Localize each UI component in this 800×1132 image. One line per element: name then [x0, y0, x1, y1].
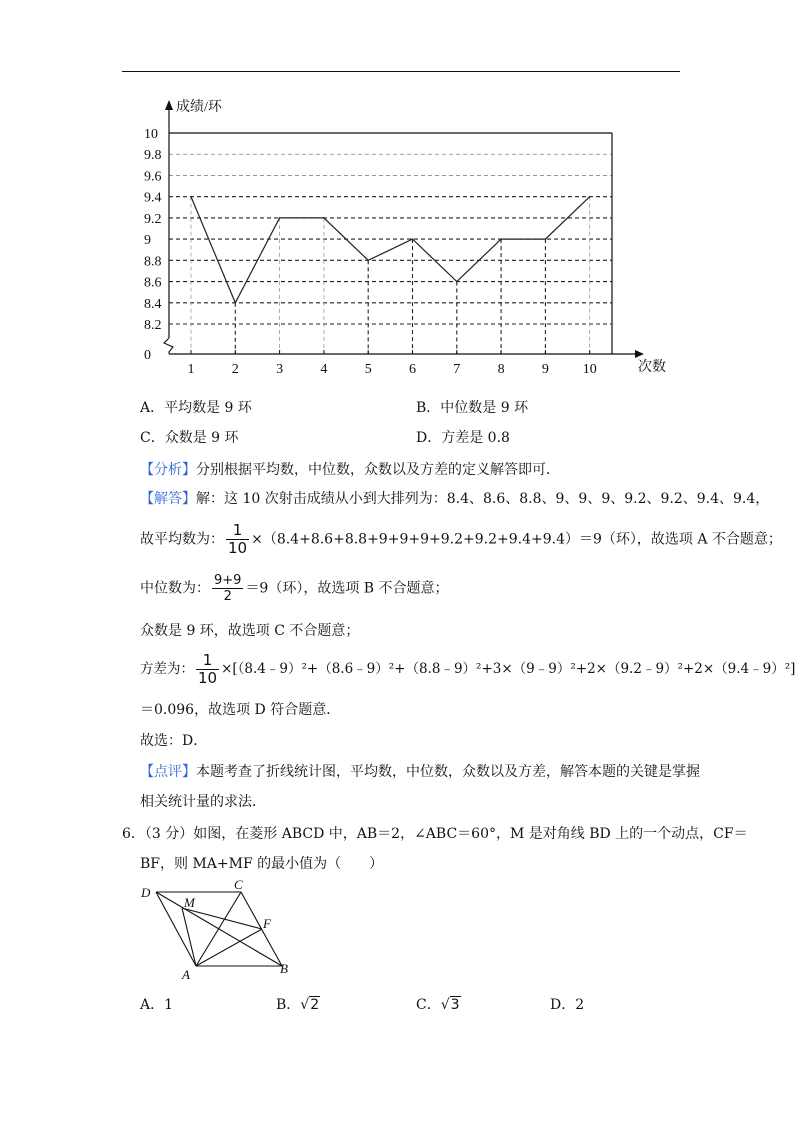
y-tick-label: 8.8 — [144, 254, 162, 270]
segment-mf — [182, 908, 262, 929]
y-tick-label: 9 — [144, 233, 151, 249]
label-a: A — [182, 967, 190, 982]
median-prefix: 中位数为： — [140, 580, 210, 597]
x-tick-label: 10 — [582, 362, 597, 377]
median-frac-num: 9+9 — [214, 573, 242, 588]
var-rest: ×[（8.4﹣9）²+（8.6﹣9）²+（8.8﹣9）²+3×（9﹣9）²+2×（9.2﹣9）²+2×（9.4﹣9）²] — [221, 661, 796, 677]
variance-line — [140, 652, 795, 687]
line-chart — [130, 90, 670, 380]
var-fraction — [196, 652, 219, 687]
answer-line — [140, 489, 769, 509]
mean-line — [140, 522, 782, 557]
label-b: B — [280, 961, 288, 976]
data-point — [545, 238, 547, 240]
analysis-line — [140, 460, 560, 480]
q6-option-b-radicand: 2 — [310, 997, 320, 1013]
x-axis-arrow — [635, 350, 644, 358]
q6-option-a: A．1 — [140, 997, 174, 1013]
y-tick-label: 10 — [144, 127, 158, 142]
data-point — [456, 281, 458, 283]
diagonal-ac — [196, 892, 241, 966]
analysis-tag: 【分析】 — [140, 462, 196, 478]
label-c: C — [234, 877, 243, 892]
mean-frac-den: 10 — [228, 539, 248, 557]
x-tick-label: 5 — [364, 362, 372, 377]
x-tick-label: 2 — [231, 362, 239, 377]
q6-line-2: BF，则 MA+MF 的最小值为（ ） — [140, 856, 384, 872]
var-frac-num: 1 — [202, 651, 213, 669]
median-line — [140, 573, 449, 604]
x-tick-label: 6 — [409, 362, 416, 377]
y-tick-label: 9.4 — [144, 190, 162, 206]
x-tick-label: 1 — [187, 362, 195, 377]
q6-option-b — [276, 995, 320, 1015]
option-d: D．方差是 0.8 — [416, 430, 510, 446]
label-m: M — [184, 895, 195, 910]
y-tick-label: 0 — [144, 348, 151, 363]
mean-frac-num: 1 — [232, 521, 243, 539]
sqrt-icon: √2 — [300, 997, 320, 1013]
x-tick-label: 9 — [541, 362, 549, 377]
answer-text: 解：这 10 次射击成绩从小到大排列为：8.4、8.6、8.8、9、9、9、9.2、9.2、9.4、9.4， — [196, 491, 770, 507]
analysis-text: 分别根据平均数，中位数，众数以及方差的定义解答即可． — [196, 462, 560, 478]
option-b: B．中位数是 9 环 — [416, 400, 529, 416]
series-line — [191, 197, 590, 303]
data-point — [367, 260, 369, 262]
var-frac-den: 10 — [198, 669, 218, 687]
mean-rest: ×（8.4+8.6+8.8+9+9+9+9.2+9.2+9.4+9.4）＝9（环），故选项 A 不合题意； — [251, 531, 782, 548]
data-point — [279, 217, 281, 219]
y-tick-label: 9.8 — [144, 148, 162, 164]
q6-line-1: 6．（3 分）如图，在菱形 ABCD 中，AB＝2，∠ABC＝60°，M 是对角线 BD 上的一个动点，CF＝ — [122, 826, 748, 842]
data-point — [589, 196, 591, 198]
option-c: C．众数是 9 环 — [140, 430, 239, 446]
option-a: A．平均数是 9 环 — [140, 400, 252, 416]
variance-result: ＝0.096，故选项 D 符合题意． — [140, 702, 341, 718]
x-tick-label: 8 — [497, 362, 505, 377]
q6-option-c-radicand: 3 — [450, 997, 460, 1013]
y-tick-label: 8.4 — [144, 296, 162, 312]
data-point — [500, 238, 502, 240]
axis-break — [164, 338, 173, 354]
y-axis-arrow — [165, 100, 173, 110]
mean-prefix: 故平均数为： — [140, 531, 224, 548]
y-tick-label: 9.6 — [144, 169, 162, 185]
median-fraction — [212, 573, 243, 604]
data-point — [323, 217, 325, 219]
y-tick-label: 8.2 — [144, 318, 162, 333]
data-point — [235, 302, 237, 304]
rhombus-figure — [134, 875, 304, 985]
choose-line: 故选：D． — [140, 733, 208, 749]
comment-tag: 【点评】 — [140, 764, 196, 780]
y-tick-label: 9.2 — [144, 211, 162, 227]
segment-ma — [182, 908, 196, 966]
x-axis-label: 次数 — [638, 360, 666, 375]
sqrt-icon: √3 — [440, 997, 460, 1013]
q6-option-c — [416, 995, 461, 1015]
median-frac-den: 2 — [212, 588, 243, 604]
answer-tag: 【解答】 — [140, 491, 196, 507]
q6-option-c-prefix: C． — [416, 997, 441, 1013]
header-rule — [122, 71, 680, 72]
q6-option-b-prefix: B． — [276, 997, 301, 1013]
mode-line: 众数是 9 环，故选项 C 不合题意； — [140, 623, 360, 639]
comment-line-2: 相关统计量的求法． — [140, 794, 266, 810]
label-d: D — [141, 885, 151, 900]
comment-text: 本题考查了折线统计图，平均数，中位数，众数以及方差，解答本题的关键是掌握 — [196, 764, 700, 780]
x-tick-label: 7 — [453, 362, 461, 377]
y-axis-label: 成绩/环 — [176, 100, 222, 115]
data-point — [412, 238, 414, 240]
comment-line — [140, 762, 700, 782]
data-point — [190, 196, 192, 198]
mean-fraction — [226, 522, 249, 557]
median-rest: ＝9（环），故选项 B 不合题意； — [245, 580, 449, 597]
var-prefix: 方差为： — [140, 661, 194, 677]
label-f: F — [263, 916, 271, 931]
y-tick-label: 8.6 — [144, 275, 162, 291]
x-tick-label: 3 — [276, 362, 284, 377]
x-tick-label: 4 — [320, 362, 328, 377]
q6-option-d: D．2 — [550, 997, 585, 1013]
